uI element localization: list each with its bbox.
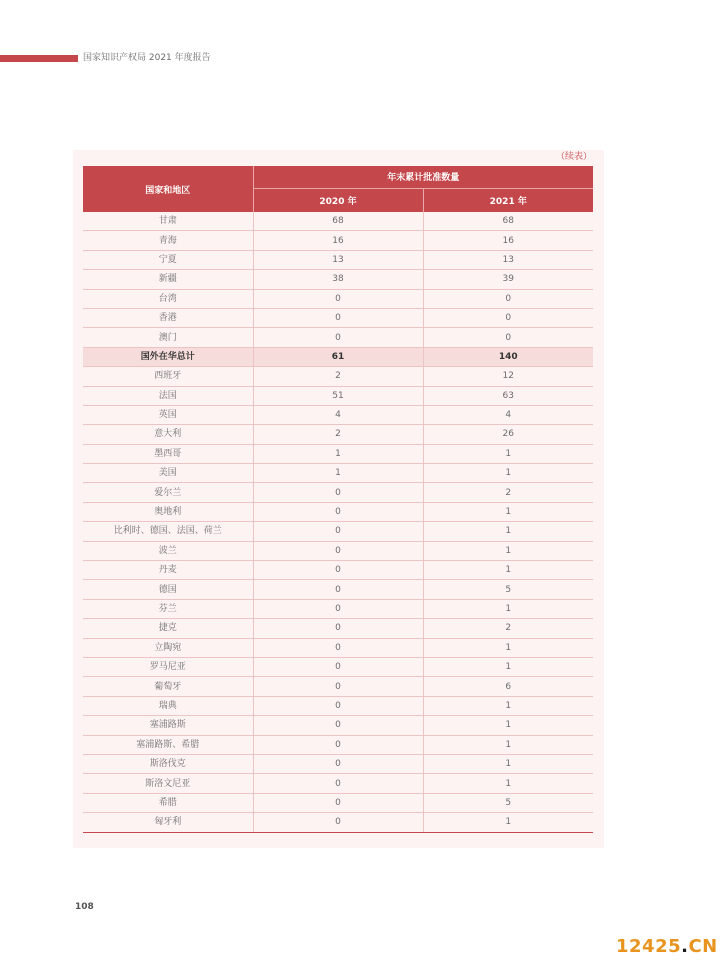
table-row [83,308,593,327]
table-row [83,813,593,832]
cell-2020: 0 [253,696,423,715]
table-row [83,774,593,793]
cell-2021: 1 [423,541,593,560]
table-row [83,289,593,308]
cell-2021: 1 [423,657,593,676]
cell-country: 葡萄牙 [83,677,253,696]
report-header-title: 国家知识产权局 2021 年度报告 [83,53,211,63]
cell-2020: 38 [253,270,423,289]
cell-2020: 0 [253,793,423,812]
cell-country: 法国 [83,386,253,405]
cell-country: 德国 [83,580,253,599]
table-row [83,599,593,618]
cell-2020: 0 [253,813,423,832]
cell-2020: 0 [253,502,423,521]
cell-country: 斯洛伐克 [83,754,253,773]
cell-country: 波兰 [83,541,253,560]
cell-country: 捷克 [83,619,253,638]
approval-count-table [83,166,593,833]
cell-2020: 0 [253,638,423,657]
table-row [83,405,593,424]
cell-country: 意大利 [83,425,253,444]
cell-country: 奥地利 [83,502,253,521]
cell-2021: 2 [423,619,593,638]
cell-country: 爱尔兰 [83,483,253,502]
table-row [83,328,593,347]
cell-2020: 16 [253,231,423,250]
cell-2021: 1 [423,561,593,580]
cell-country: 台湾 [83,289,253,308]
table-row [83,464,593,483]
table-row [83,444,593,463]
cell-2020: 0 [253,599,423,618]
table-row [83,270,593,289]
cell-2021: 63 [423,386,593,405]
cell-country: 青海 [83,231,253,250]
cell-2020: 13 [253,250,423,269]
table-row [83,696,593,715]
cell-2020: 2 [253,425,423,444]
cell-country: 国外在华总计 [83,347,253,366]
cell-2021: 13 [423,250,593,269]
table-row [83,231,593,250]
cell-2020: 68 [253,212,423,231]
table-row [83,250,593,269]
header-accent-bar [0,55,78,62]
cell-2021: 1 [423,716,593,735]
cell-2021: 1 [423,774,593,793]
cell-2020: 0 [253,774,423,793]
cell-2021: 1 [423,735,593,754]
table-body [83,212,593,832]
cell-2021: 16 [423,231,593,250]
table-row [83,212,593,231]
page-number: 108 [75,902,94,912]
column-header-country: 国家和地区 [83,166,253,212]
cell-country: 宁夏 [83,250,253,269]
cell-2020: 0 [253,522,423,541]
cell-2020: 0 [253,754,423,773]
cell-2020: 0 [253,619,423,638]
cell-2020: 2 [253,367,423,386]
cell-country: 罗马尼亚 [83,657,253,676]
cell-2021: 0 [423,308,593,327]
cell-2021: 1 [423,813,593,832]
cell-country: 斯洛文尼亚 [83,774,253,793]
cell-2021: 0 [423,328,593,347]
cell-country: 丹麦 [83,561,253,580]
cell-2021: 5 [423,580,593,599]
table-row [83,677,593,696]
table-row [83,793,593,812]
table-row [83,638,593,657]
cell-2021: 1 [423,599,593,618]
cell-country: 芬兰 [83,599,253,618]
table-row [83,541,593,560]
cell-2021: 1 [423,444,593,463]
table-row [83,425,593,444]
cell-2021: 1 [423,464,593,483]
table-row [83,716,593,735]
table-row [83,619,593,638]
cell-2020: 0 [253,561,423,580]
cell-2020: 0 [253,541,423,560]
cell-2021: 6 [423,677,593,696]
cell-country: 瑞典 [83,696,253,715]
cell-2020: 0 [253,308,423,327]
table-row [83,754,593,773]
cell-2021: 1 [423,522,593,541]
cell-2020: 1 [253,444,423,463]
cell-2020: 1 [253,464,423,483]
cell-2021: 2 [423,483,593,502]
cell-country: 美国 [83,464,253,483]
cell-2021: 5 [423,793,593,812]
cell-2020: 0 [253,716,423,735]
cell-2021: 0 [423,289,593,308]
watermark-tld: CN [688,936,718,957]
watermark-main: 12425 [616,936,682,957]
cell-2020: 0 [253,580,423,599]
continuation-note: （续表） [555,152,592,162]
table-row [83,522,593,541]
cell-2020: 0 [253,735,423,754]
table-row [83,580,593,599]
column-header-2020: 2020 年 [253,188,423,212]
cell-2021: 140 [423,347,593,366]
cell-country: 塞浦路斯 [83,716,253,735]
table-row-total [83,347,593,366]
table-row [83,657,593,676]
cell-2020: 61 [253,347,423,366]
cell-country: 立陶宛 [83,638,253,657]
site-watermark-logo [616,936,718,957]
watermark-dot: . [681,936,689,957]
cell-2020: 0 [253,328,423,347]
cell-country: 澳门 [83,328,253,347]
cell-2021: 1 [423,638,593,657]
table-row [83,483,593,502]
cell-country: 比利时、德国、法国、荷兰 [83,522,253,541]
table-row [83,561,593,580]
cell-2021: 26 [423,425,593,444]
table-row [83,735,593,754]
cell-2021: 39 [423,270,593,289]
column-group-header: 年末累计批准数量 [253,166,593,188]
table-row [83,386,593,405]
column-header-2021: 2021 年 [423,188,593,212]
table-row [83,367,593,386]
cell-2021: 1 [423,502,593,521]
cell-2021: 4 [423,405,593,424]
cell-2020: 51 [253,386,423,405]
table-panel [73,150,604,848]
cell-country: 墨西哥 [83,444,253,463]
cell-2021: 1 [423,754,593,773]
cell-2020: 0 [253,289,423,308]
cell-2020: 0 [253,657,423,676]
cell-2021: 1 [423,696,593,715]
cell-country: 英国 [83,405,253,424]
cell-country: 香港 [83,308,253,327]
cell-country: 匈牙利 [83,813,253,832]
cell-country: 甘肃 [83,212,253,231]
cell-country: 新疆 [83,270,253,289]
cell-country: 塞浦路斯、希腊 [83,735,253,754]
cell-2020: 0 [253,483,423,502]
cell-country: 西班牙 [83,367,253,386]
cell-2020: 0 [253,677,423,696]
table-row [83,502,593,521]
cell-2020: 4 [253,405,423,424]
cell-2021: 12 [423,367,593,386]
cell-2021: 68 [423,212,593,231]
cell-country: 希腊 [83,793,253,812]
